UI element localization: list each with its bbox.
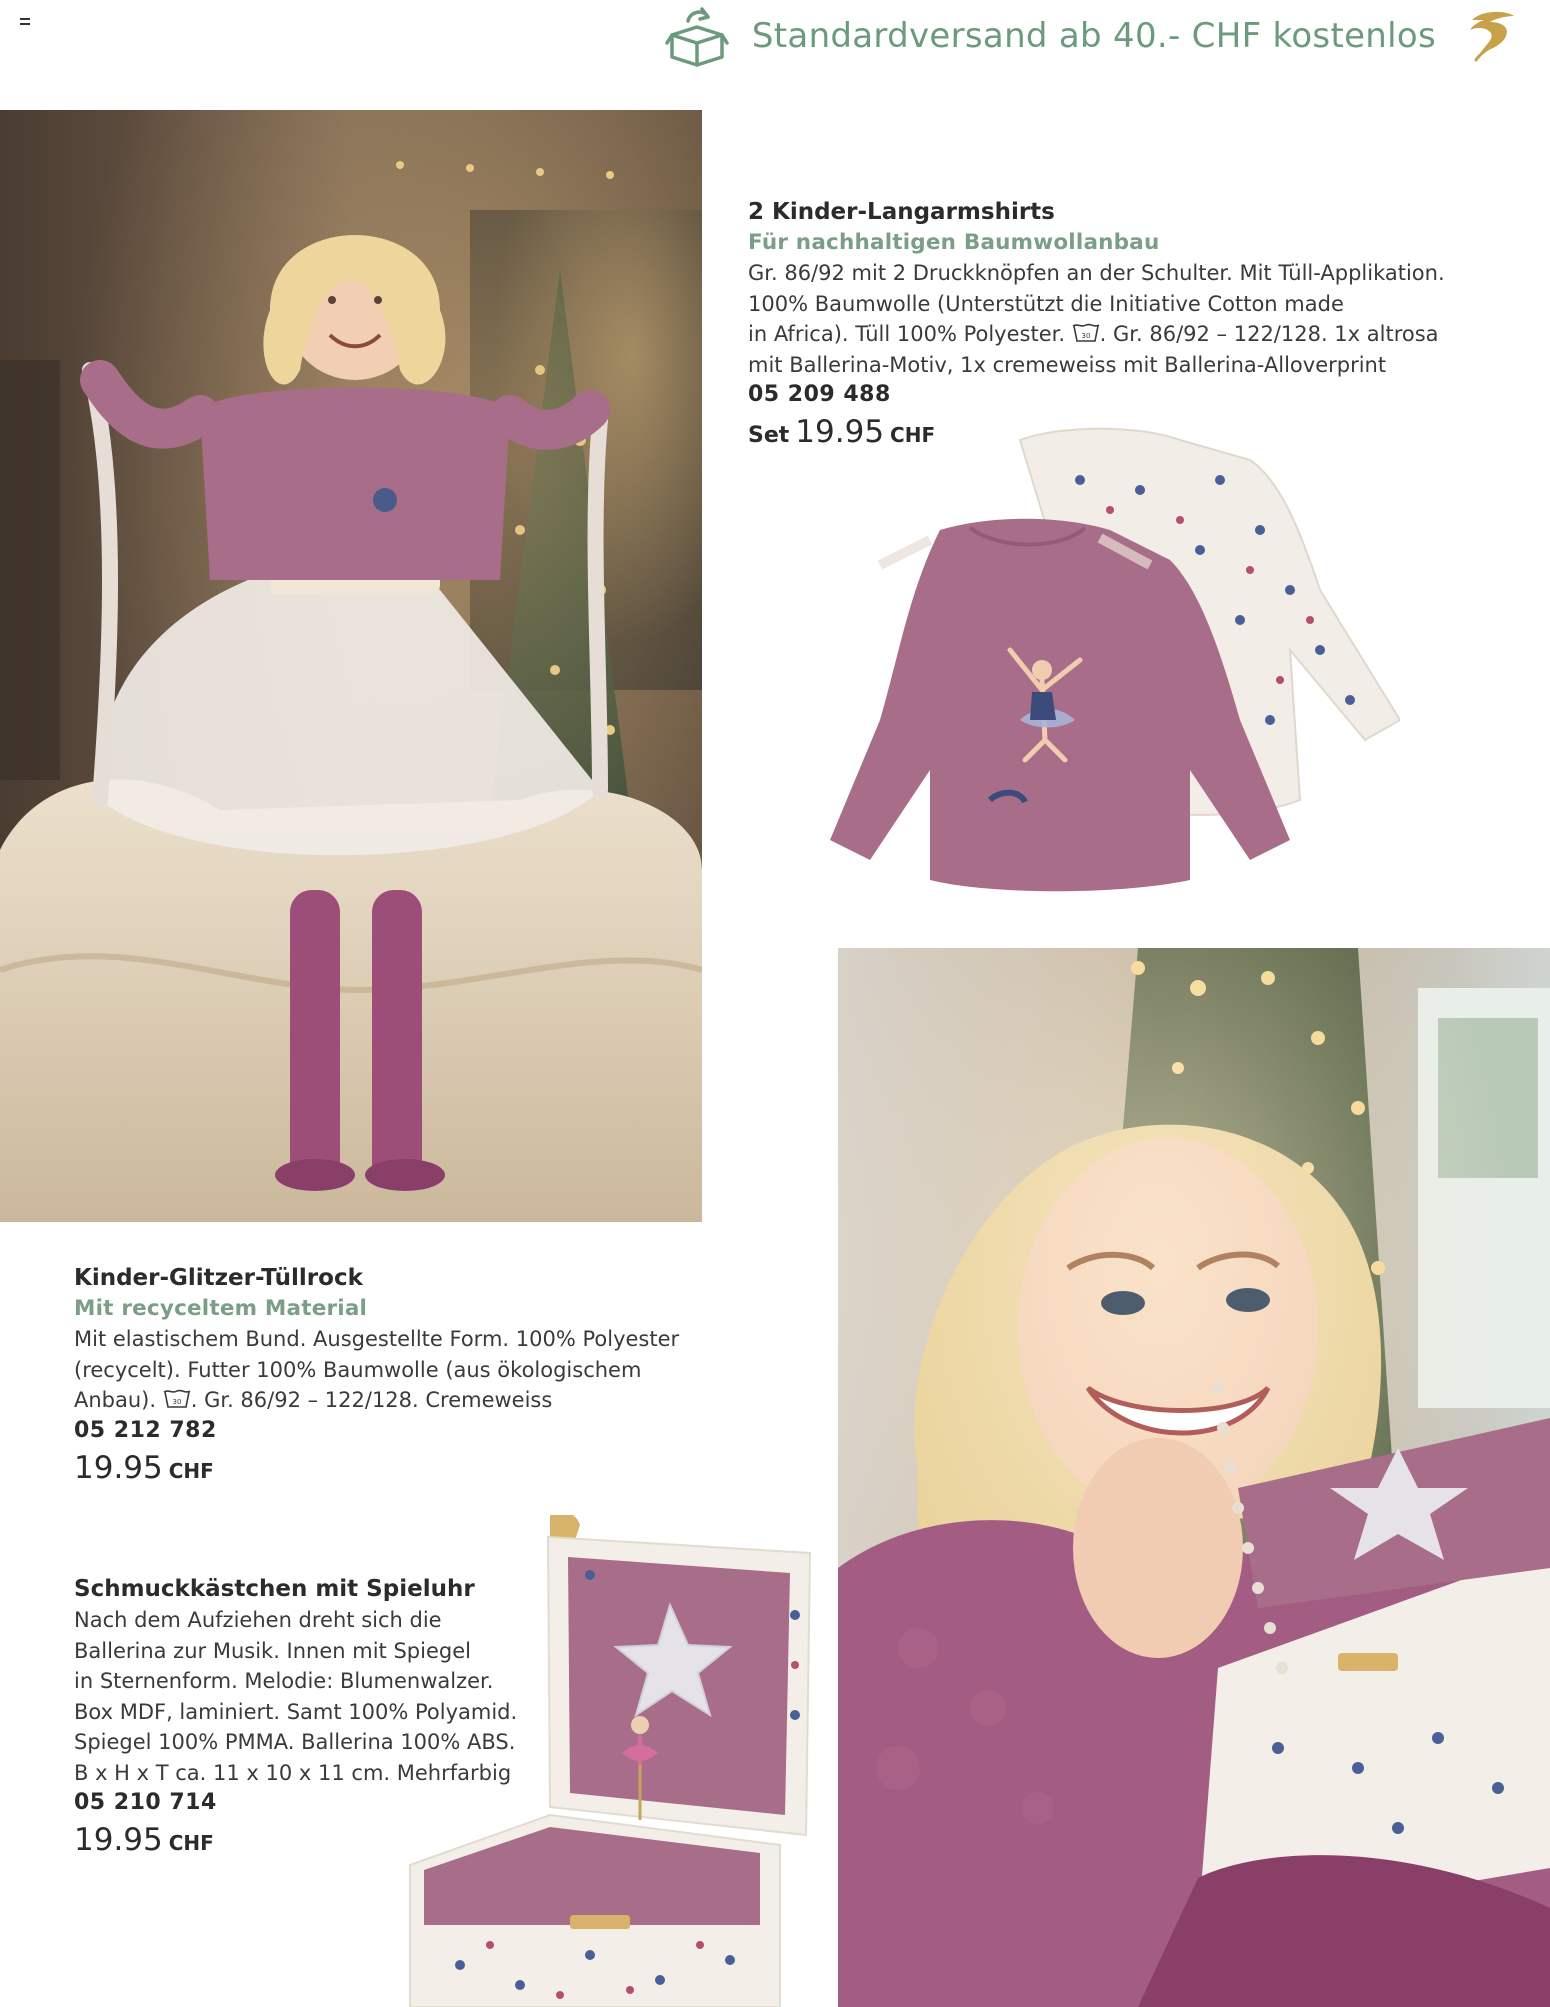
price-prefix: Set	[748, 423, 790, 448]
photo-jewelry-box-product	[400, 1515, 820, 2007]
wash-30-icon	[1072, 322, 1100, 344]
photo-girl-tulle-skirt	[0, 110, 702, 1222]
photo-shirts-product	[820, 420, 1400, 900]
product-langarmshirts	[748, 197, 1518, 450]
price-value: 19.95	[74, 1822, 163, 1858]
price-currency: CHF	[890, 423, 936, 447]
article-number: 05 212 782	[74, 1417, 217, 1443]
brand-logo-icon	[1460, 6, 1520, 66]
product-description: Gr. 86/92 mit 2 Druckknöpfen an der Schulter. Mit Tüll-Applikation. 100% Baumwolle (Unterstützt die Initiative Cotton made in Africa). Tüll 100% Polyester. 30 . Gr. 86/92 – 122/128. 1x altrosa mit Ballerina-Motiv, 1x cremeweiss mit Ballerina-Alloverprint	[748, 261, 1445, 377]
product-title: 2 Kinder-Langarmshirts	[748, 199, 1055, 225]
product-description: Mit elastischem Bund. Ausgestellte Form. 100% Polyester (recycelt). Futter 100% Baumwolle (aus ökologischem Anbau). 30 . Gr. 86/92 – 122/128. Cremeweiss	[74, 1327, 680, 1412]
product-subtitle: Mit recyceltem Material	[74, 1296, 368, 1321]
menu-icon[interactable]	[20, 18, 30, 25]
price-currency: CHF	[168, 1458, 214, 1483]
svg-text:30: 30	[172, 1398, 182, 1406]
article-number: 05 210 714	[74, 1790, 217, 1815]
svg-text:30: 30	[1081, 332, 1091, 340]
product-subtitle: Für nachhaltigen Baumwollanbau	[748, 230, 1160, 255]
wash-30-icon	[163, 1388, 191, 1410]
product-tuellrock	[74, 1263, 694, 1486]
price-currency: CHF	[168, 1831, 214, 1855]
box-return-icon	[664, 5, 730, 67]
product-title: Kinder-Glitzer-Tüllrock	[74, 1265, 363, 1291]
price-value: 19.95	[795, 414, 885, 450]
shipping-banner	[664, 4, 1520, 68]
product-description: Nach dem Aufziehen dreht sich die Ballerina zur Musik. Innen mit Spiegel in Sternenform. Melodie: Blumenwalzer. Box MDF, laminiert. Samt 100% Polyamid. Spiegel 100% PMMA. Ballerina 100% ABS. B x H x T ca. 11 x 10 x 11 cm. Mehrfarbig	[74, 1608, 518, 1785]
photo-girl-jewelry-box	[838, 948, 1550, 2007]
price-value: 19.95	[74, 1449, 163, 1486]
price-row	[74, 1450, 694, 1486]
shipping-text: Standardversand ab 40.- CHF kostenlos	[751, 16, 1436, 56]
article-number: 05 209 488	[748, 382, 891, 407]
product-title: Schmuckkästchen mit Spieluhr	[74, 1576, 475, 1602]
